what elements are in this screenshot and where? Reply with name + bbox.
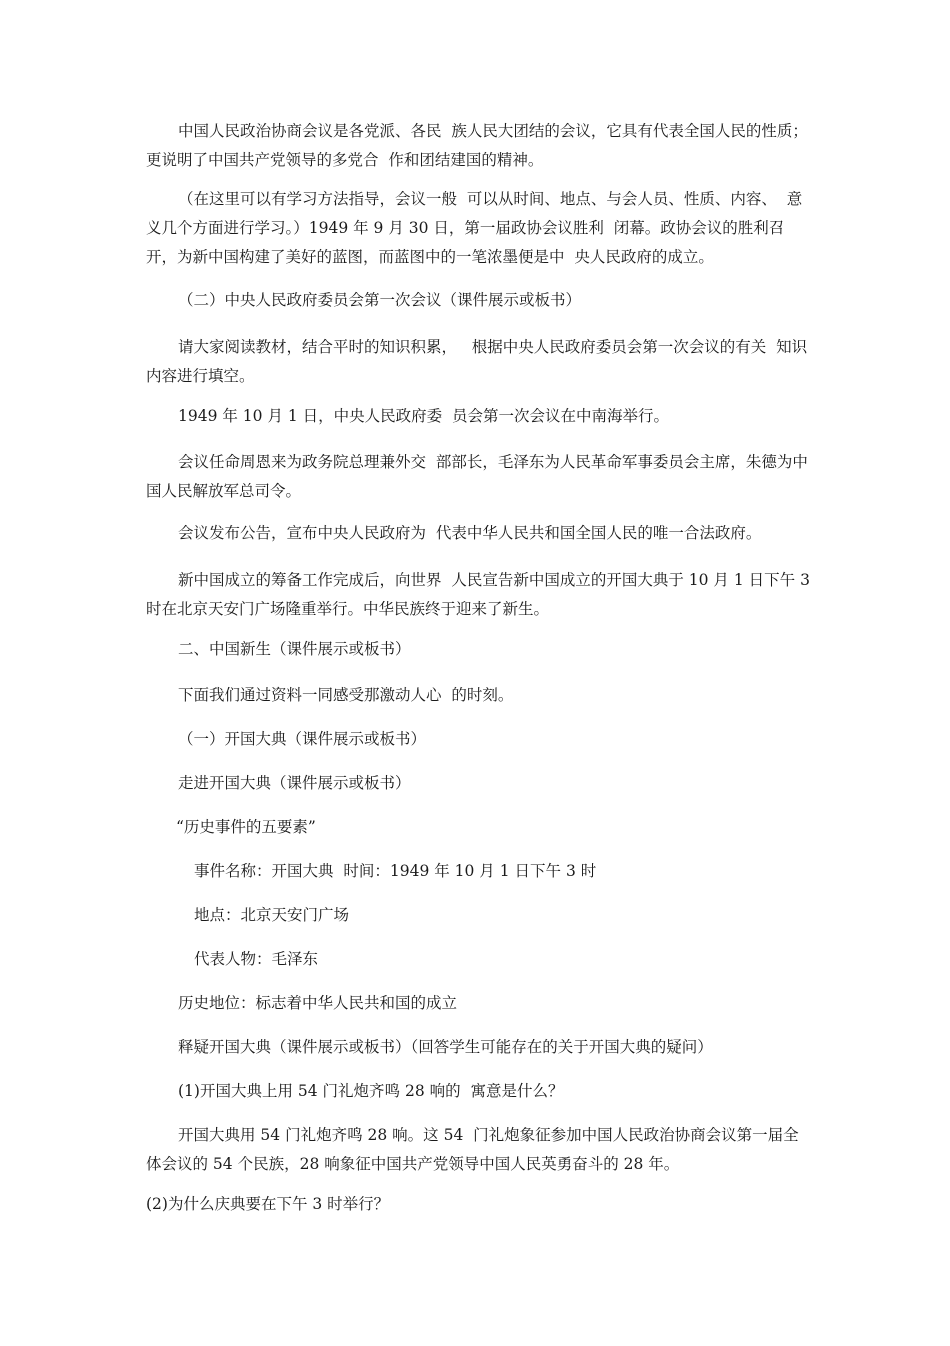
paragraph: 开国大典用 54 门礼炮齐鸣 28 响。这 54 门礼炮象征参加中国人民政治协商会议第一届全体会议的 54 个民族，28 响象征中国共产党领导中国人民英勇奋斗的 28 年。 bbox=[146, 1126, 799, 1173]
paragraph: 下面我们通过资料一同感受那激动人心 的时刻。 bbox=[178, 686, 514, 704]
paragraph: “历史事件的五要素” bbox=[176, 818, 316, 836]
question: (1)开国大典上用 54 门礼炮齐鸣 28 响的 寓意是什么？ bbox=[178, 1082, 564, 1100]
paragraph: 新中国成立的筹备工作完成后，向世界 人民宣告新中国成立的开国大典于 10 月 1 日下午 3 时在北京天安门广场隆重举行。中华民族终于迎来了新生。 bbox=[146, 571, 815, 618]
list-item: 地点：北京天安门广场 bbox=[194, 906, 350, 924]
list-item: 代表人物：毛泽东 bbox=[194, 950, 319, 968]
question: (2)为什么庆典要在下午 3 时举行？ bbox=[146, 1195, 390, 1213]
paragraph: 请大家阅读教材，结合平时的知识积累， 根据中央人民政府委员会第一次会议的有关 知识内容进行填空。 bbox=[146, 338, 808, 385]
paragraph: 中国人民政治协商会议是各党派、各民 族人民大团结的会议，它具有代表全国人民的性质；更说明了中国共产党领导的多党合 作和团结建国的精神。 bbox=[146, 122, 808, 169]
section-heading: （二）中央人民政府委员会第一次会议（课件展示或板书） bbox=[178, 291, 582, 309]
section-heading: 二、中国新生（课件展示或板书） bbox=[178, 640, 411, 658]
paragraph: 释疑开国大典（课件展示或板书）（回答学生可能存在的关于开国大典的疑问） bbox=[178, 1038, 713, 1056]
paragraph: 走进开国大典（课件展示或板书） bbox=[178, 774, 411, 792]
paragraph: 历史地位：标志着中华人民共和国的成立 bbox=[178, 994, 458, 1012]
paragraph: （在这里可以有学习方法指导，会议一般 可以从时间、地点、与会人员、性质、内容、 意义几个方面进行学习。）1949 年 9 月 30 日，第一届政协会议胜利 闭幕。政协会议的胜利召开，为新中国构建了美好的蓝图，而蓝图中的一笔浓墨便是中 央人民政府的成立。 bbox=[146, 190, 803, 266]
paragraph: 会议任命周恩来为政务院总理兼外交 部部长，毛泽东为人民革命军事委员会主席，朱德为中国人民解放军总司令。 bbox=[146, 453, 808, 500]
section-heading: （一）开国大典（课件展示或板书） bbox=[178, 730, 427, 748]
paragraph: 会议发布公告，宣布中央人民政府为 代表中华人民共和国全国人民的唯一合法政府。 bbox=[178, 524, 762, 542]
paragraph: 1949 年 10 月 1 日，中央人民政府委 员会第一次会议在中南海举行。 bbox=[178, 407, 670, 425]
list-item: 事件名称：开国大典 时间：1949 年 10 月 1 日下午 3 时 bbox=[194, 862, 597, 880]
